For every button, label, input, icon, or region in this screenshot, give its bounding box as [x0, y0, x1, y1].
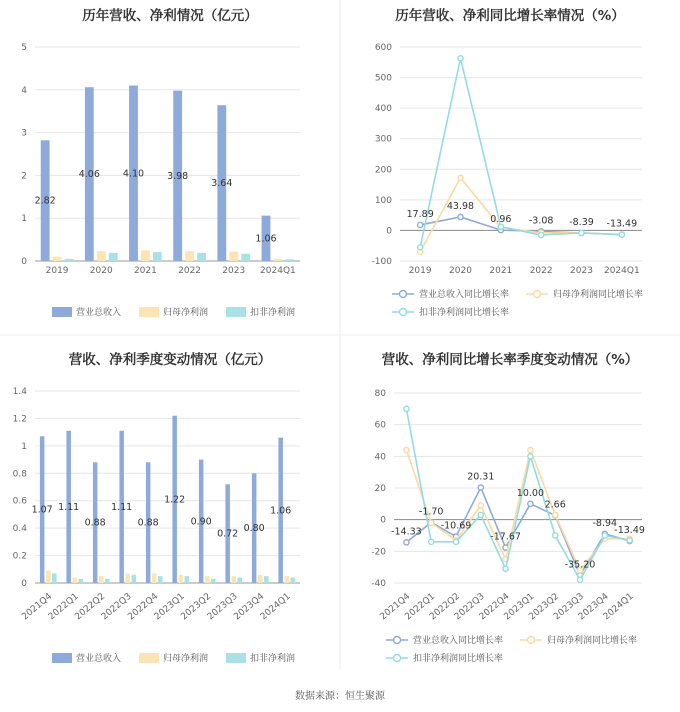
- legend-label: 归母净利润: [163, 308, 209, 318]
- series-point: [453, 539, 458, 544]
- line-data-label: 20.31: [467, 471, 495, 483]
- bar-deducted-profit: [238, 578, 243, 583]
- bar-deducted-profit: [197, 253, 206, 261]
- quarterly-growth-rate-chart: [371, 351, 645, 664]
- x-tick-label: 2024Q1: [603, 266, 640, 276]
- line-data-label: -14.33: [391, 526, 422, 538]
- legend-swatch: [52, 307, 72, 317]
- bar-data-label: 0.88: [137, 517, 159, 529]
- legend-swatch: [226, 307, 246, 317]
- legend-label: 营业总收入: [76, 654, 122, 664]
- bar-net-profit: [53, 257, 62, 261]
- y-tick-label: -100: [371, 257, 392, 267]
- y-tick-label: 5: [21, 43, 27, 53]
- bar-net-profit: [284, 576, 289, 583]
- x-tick-label: 2023: [570, 266, 593, 276]
- x-tick-label: 2021Q4: [378, 591, 413, 623]
- x-tick-label: 2023Q3: [552, 591, 586, 623]
- bar-deducted-profit: [52, 573, 57, 583]
- line-data-label: -1.70: [418, 506, 444, 518]
- y-tick-label: -40: [371, 579, 386, 589]
- series-point: [528, 454, 533, 459]
- legend-label: 营业总收入同比增长率: [413, 636, 504, 646]
- bar-deducted-profit: [79, 579, 84, 583]
- bar-deducted-profit: [241, 254, 250, 261]
- x-tick-label: 2021: [489, 266, 513, 276]
- x-tick-label: 2020: [449, 266, 472, 276]
- y-tick-label: 0: [21, 579, 27, 589]
- series-point: [478, 512, 483, 517]
- x-tick-label: 2023Q2: [179, 591, 214, 623]
- legend-swatch: [52, 653, 72, 663]
- series-point: [528, 501, 533, 506]
- series-point: [579, 230, 584, 235]
- series-point: [627, 538, 632, 543]
- annual-growth-rate-chart: [372, 7, 643, 318]
- bar-deducted-profit: [105, 579, 110, 583]
- data-source-label: 数据来源：恒生聚源: [295, 691, 385, 702]
- bar-net-profit: [178, 575, 183, 583]
- legend-label: 营业总收入同比增长率: [419, 290, 510, 300]
- y-tick-label: 0: [386, 226, 392, 237]
- line-data-label: -10.69: [440, 520, 472, 532]
- chart-title: 历年营收、净利情况（亿元）: [82, 8, 258, 24]
- legend-swatch: [139, 307, 159, 317]
- line-data-label: 0.96: [490, 214, 512, 226]
- legend-swatch: [139, 653, 159, 663]
- x-tick-label: 2023Q3: [205, 591, 240, 623]
- bar-data-label: 0.72: [217, 528, 239, 540]
- series-point: [404, 447, 409, 452]
- line-data-label: 17.89: [406, 208, 434, 220]
- bar-data-label: 1.11: [58, 501, 80, 513]
- y-tick-label: 4: [21, 85, 27, 96]
- y-tick-label: 600: [374, 43, 392, 53]
- bar-data-label: 3.98: [167, 170, 189, 182]
- legend-marker: [394, 655, 401, 662]
- x-tick-label: 2022Q4: [477, 591, 512, 623]
- x-tick-label: 2024Q1: [258, 591, 293, 623]
- y-tick-label: 0.6: [12, 496, 27, 507]
- line-data-label: -3.08: [528, 215, 554, 227]
- x-tick-label: 2022Q1: [403, 591, 438, 623]
- bar-data-label: 0.88: [84, 517, 106, 529]
- line-data-label: -13.49: [606, 218, 638, 230]
- x-tick-label: 2019: [408, 266, 432, 276]
- bar-net-profit: [97, 251, 106, 261]
- x-tick-label: 2022Q3: [452, 591, 487, 623]
- x-tick-label: 2022: [178, 266, 202, 276]
- line-data-label: 43.98: [446, 200, 475, 212]
- legend-marker: [400, 309, 407, 316]
- legend-swatch: [226, 653, 246, 663]
- y-tick-label: 500: [374, 73, 392, 84]
- x-tick-label: 2022Q2: [428, 591, 462, 623]
- bar-deducted-profit: [132, 575, 137, 583]
- y-tick-label: 1: [21, 214, 27, 225]
- series-point: [429, 539, 434, 544]
- x-tick-label: 2021: [133, 266, 157, 276]
- series-point: [458, 214, 463, 219]
- bar-deducted-profit: [65, 259, 74, 261]
- annual-revenue-profit-chart: [21, 7, 300, 318]
- bar-data-label: 2.82: [34, 195, 56, 207]
- legend-label: 扣非净利润同比增长率: [413, 654, 504, 664]
- bar-net-profit: [141, 250, 150, 261]
- chart-title: 营收、净利季度变动情况（亿元）: [68, 352, 272, 368]
- legend-marker: [528, 637, 535, 644]
- bar-data-label: 1.22: [164, 494, 186, 506]
- series-line: [420, 178, 622, 252]
- line-data-label: 10.00: [516, 487, 545, 499]
- x-tick-label: 2022Q3: [99, 591, 134, 623]
- x-tick-label: 2024Q1: [260, 266, 296, 276]
- bar-deducted-profit: [285, 259, 294, 261]
- bar-data-label: 1.06: [270, 505, 292, 517]
- line-data-label: -8.39: [569, 216, 594, 228]
- bar-net-profit: [229, 252, 238, 261]
- legend-label: 归母净利润: [163, 654, 209, 664]
- y-tick-label: 0: [380, 515, 386, 526]
- y-tick-label: 0: [21, 257, 27, 267]
- x-tick-label: 2023: [222, 266, 246, 276]
- bar-net-profit: [99, 576, 104, 583]
- bar-data-label: 1.07: [31, 504, 53, 516]
- line-data-label: -8.94: [592, 517, 618, 529]
- y-tick-label: 300: [374, 134, 392, 145]
- bar-deducted-profit: [185, 576, 190, 583]
- y-tick-label: 60: [374, 420, 386, 431]
- y-tick-label: 1.2: [12, 414, 27, 425]
- bar-net-profit: [258, 575, 263, 583]
- series-point: [503, 566, 508, 571]
- bar-data-label: 4.10: [122, 168, 145, 180]
- legend-label: 扣非净利润: [250, 654, 296, 664]
- series-point: [602, 533, 607, 538]
- bar-net-profit: [125, 573, 130, 583]
- series-point: [619, 232, 624, 237]
- y-tick-label: 80: [374, 389, 386, 399]
- x-tick-label: 2022Q4: [126, 591, 161, 623]
- series-point: [404, 406, 409, 411]
- x-tick-label: 2022Q1: [46, 591, 81, 623]
- x-tick-label: 2023Q1: [502, 591, 537, 623]
- quarterly-revenue-profit-chart: [13, 351, 300, 664]
- x-tick-label: 2022Q2: [73, 591, 108, 623]
- chart-title: 历年营收、净利同比增长率情况（%）: [395, 8, 625, 24]
- legend-marker: [400, 291, 407, 298]
- y-tick-label: 400: [374, 104, 392, 115]
- x-tick-label: 2024Q1: [601, 591, 636, 623]
- legend-marker: [534, 291, 541, 298]
- y-tick-label: 1: [21, 441, 27, 452]
- y-tick-label: 3: [21, 128, 27, 139]
- series-point: [478, 503, 483, 508]
- bar-data-label: 3.64: [211, 178, 233, 190]
- bar-net-profit: [205, 576, 210, 583]
- series-point: [458, 175, 463, 180]
- line-data-label: -13.49: [614, 525, 645, 537]
- bar-net-profit: [274, 259, 283, 261]
- y-tick-label: 20: [374, 484, 386, 494]
- series-point: [418, 222, 423, 227]
- legend-label: 营业总收入: [76, 308, 122, 318]
- x-tick-label: 2023Q4: [576, 591, 611, 623]
- y-tick-label: 40: [374, 452, 386, 463]
- x-tick-label: 2022: [529, 266, 553, 276]
- bar-deducted-profit: [211, 579, 216, 583]
- legend-marker: [394, 637, 401, 644]
- line-data-label: -17.67: [490, 531, 521, 543]
- x-tick-label: 2020: [89, 266, 113, 276]
- legend-label: 扣非净利润: [250, 308, 296, 318]
- legend-label: 归母净利润同比增长率: [547, 636, 638, 646]
- bar-net-profit: [152, 573, 157, 583]
- bar-net-profit: [72, 578, 77, 583]
- y-tick-label: 100: [374, 195, 392, 206]
- y-tick-label: 0.8: [12, 469, 27, 480]
- series-point: [553, 512, 558, 517]
- x-tick-label: 2023Q2: [527, 591, 562, 623]
- chart-title: 营收、净利同比增长率季度变动情况（%）: [381, 352, 639, 368]
- series-point: [553, 533, 558, 538]
- y-tick-label: 200: [374, 165, 392, 176]
- bar-deducted-profit: [109, 253, 118, 261]
- bar-deducted-profit: [153, 252, 162, 261]
- bar-data-label: 1.11: [111, 501, 133, 513]
- line-data-label: -35.20: [564, 559, 596, 571]
- bar-deducted-profit: [291, 578, 296, 583]
- bar-deducted-profit: [158, 576, 163, 583]
- bar-data-label: 0.90: [190, 516, 212, 528]
- bar-net-profit: [185, 251, 194, 261]
- legend-label: 归母净利润同比增长率: [553, 290, 644, 300]
- x-tick-label: 2019: [45, 266, 69, 276]
- series-point: [429, 520, 434, 525]
- bar-deducted-profit: [264, 576, 269, 583]
- x-tick-label: 2021Q4: [20, 591, 55, 623]
- bar-data-label: 1.06: [255, 233, 277, 245]
- x-tick-label: 2023Q4: [232, 591, 267, 623]
- y-tick-label: 2: [21, 171, 27, 182]
- y-tick-label: -20: [371, 547, 386, 558]
- series-point: [418, 245, 423, 250]
- series-point: [478, 485, 483, 490]
- bar-data-label: 4.06: [78, 169, 100, 181]
- bar-data-label: 0.80: [243, 523, 265, 535]
- line-data-label: 2.66: [544, 499, 566, 511]
- y-tick-label: 0.4: [12, 524, 27, 535]
- series-point: [577, 577, 582, 582]
- x-tick-label: 2023Q1: [152, 591, 187, 623]
- bar-net-profit: [231, 576, 236, 583]
- series-point: [539, 232, 544, 237]
- series-point: [404, 540, 409, 545]
- series-point: [458, 56, 463, 61]
- series-point: [528, 447, 533, 452]
- bar-net-profit: [46, 571, 51, 583]
- legend-label: 扣非净利润同比增长率: [419, 308, 510, 318]
- y-tick-label: 1.4: [12, 387, 27, 397]
- y-tick-label: 0.2: [12, 551, 27, 562]
